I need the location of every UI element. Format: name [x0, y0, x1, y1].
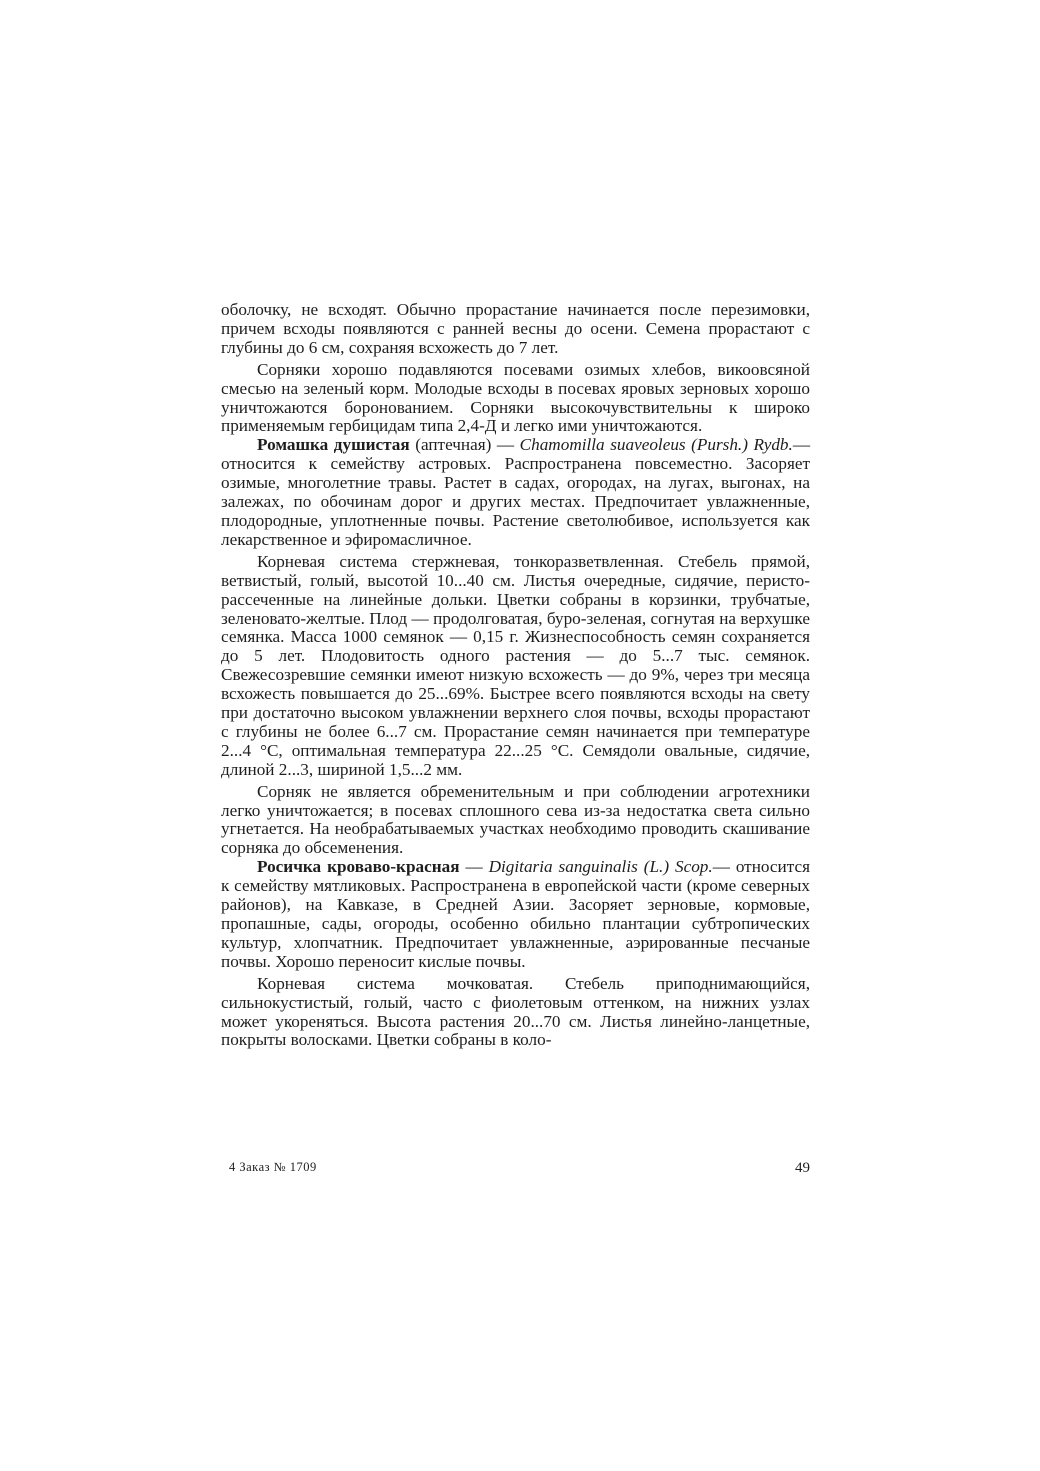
- paragraph-text: Корневая система стержневая, тонкоразветвленная. Стебель прямой, ветвистый, голый, высотой 10...40 см. Листья очередные, сидячие, перисто-рассеченные на линейные дольки. Цветки собраны в корзинки, трубчатые, зеленовато-желтые. Плод — продолговатая, буро-зеленая, согнутая на верхушке семянка. Масса 1000 семянок — 0,15 г. Жизнеспособность семян сохраняется до 5 лет. Плодовитость одного растения — до 5...7 тыс. семянок. Свежесозревшие семянки имеют низкую всхожесть — до 9%, через три месяца всхожесть повышается до 25...69%. Быстрее всего появляются всходы на свету при достаточно высоком увлажнении верхнего слоя почвы, всходы прорастают с глубины не более 6...7 см. Прорастание семян начинается при температуре 2...4 °С, оптимальная температура 22...25 °С. Семядоли овальные, сидячие, длиной 2...3, шириной 1,5...2 мм.: [221, 551, 810, 779]
- species-name-chamomile: Ромашка душистая: [257, 435, 410, 455]
- latin-name-chamomile: Chamomilla suaveoleus (Pursh.) Rydb.: [519, 435, 793, 455]
- paragraph-text: Сорняки хорошо подавляются посевами озимых хлебов, викоовсяной смесью на зеленый корм. Молодые всходы в посевах яровых зерновых хорошо уничтожаются боронованием. Сорняки высокочувствительны к широко применяемым гербицидам типа 2,4-Д и легко ими уничтожаются.: [221, 359, 810, 436]
- paragraph-7: [221, 975, 810, 1051]
- print-signature: 4 Заказ № 1709: [229, 1160, 317, 1174]
- paragraph-text: — относится к семейству астровых. Распространена повсеместно. Засоряет озимые, многолетние травы. Растет в садах, огородах, на лугах, выгонах, на залежах, по обочинам дорог и других местах. Предпочитает увлажненные, плодородные, уплотненные почвы. Растение светолюбивое, используется как лекарственное и эфиромасличное.: [221, 435, 810, 549]
- paragraph-text: — относится к семейству мятликовых. Распространена в европейской части (кроме северных районов), на Кавказе, в Средней Азии. Засоряет зерновые, кормовые, пропашные, сады, огороды, особенно обильно плантации субтропических культур, хлопчатник. Предпочитает увлажненные, аэрированные песчаные почвы. Хорошо переносит кислые почвы.: [221, 857, 810, 971]
- page-number: 49: [795, 1160, 810, 1176]
- latin-name-crabgrass: Digitaria sanguinalis (L.) Scop.: [488, 857, 713, 877]
- body-text: [221, 301, 810, 1050]
- paragraph-1: [221, 301, 810, 358]
- paragraph-2: [221, 361, 810, 437]
- paragraph-text: оболочку, не всходят. Обычно прорастание начинается после перезимовки, причем всходы появляются с ранней весны до осени. Семена прорастают с глубины до 6 см, сохраняя всхожесть до 7 лет.: [221, 300, 810, 357]
- paragraph-text: Сорняк не является обременительным и при соблюдении агротехники легко уничтожается; в посевах сплошного сева из-за недостатка света сильно угнетается. На необрабатываемых участках необходимо проводить скашивание сорняка до обсеменения.: [221, 781, 810, 858]
- paragraph-text: Корневая система мочковатая. Стебель приподнимающийся, сильнокустистый, голый, часто с фиолетовым оттенком, на нижних узлах может укореняться. Высота растения 20...70 см. Листья линейно-ланцетные, покрыты волосками. Цветки собраны в коло-: [221, 973, 810, 1050]
- dash: —: [459, 857, 489, 877]
- paragraph-crabgrass-heading: [221, 858, 810, 971]
- paragraph-chamomile-heading: [221, 436, 810, 549]
- common-name-note: (аптечная) —: [409, 435, 520, 455]
- species-name-crabgrass: Росичка кроваво-красная: [257, 857, 460, 877]
- paragraph-5: [221, 783, 810, 859]
- paragraph-4: [221, 553, 810, 780]
